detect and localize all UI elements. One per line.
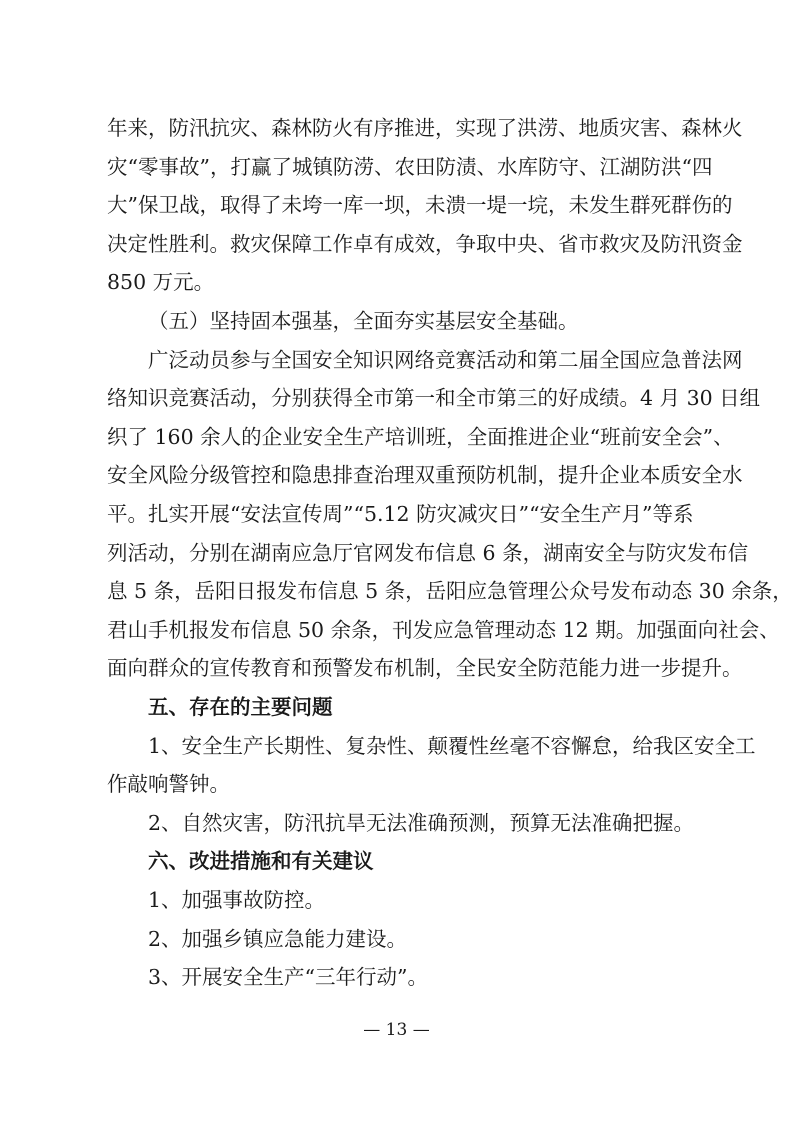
paragraph-line: 织了 160 余人的企业安全生产培训班，全面推进企业“班前安全会”、: [107, 424, 734, 449]
paragraph-line: 年来，防汛抗灾、森林防火有序推进，实现了洪涝、地质灾害、森林火: [107, 116, 743, 140]
paragraph-line: 君山手机报发布信息 50 余条，刊发应急管理动态 12 期。加强面向社会、: [107, 617, 780, 642]
paragraph-line: 络知识竞赛活动，分别获得全市第一和全市第三的好成绩。4 月 30 日组: [107, 386, 761, 411]
paragraph-line: 作敲响警钟。: [107, 772, 230, 797]
paragraph-line: 灾“零事故”，打赢了城镇防涝、农田防渍、水库防守、江湖防洪“四: [107, 154, 713, 179]
paragraph-line: 1、加强事故防控。: [148, 888, 326, 912]
paragraph-line: 安全风险分级管控和隐患排查治理双重预防机制，提升企业本质安全水: [107, 463, 743, 488]
paragraph-line: 面向群众的宣传教育和预警发布机制，全民安全防范能力进一步提升。: [107, 656, 743, 681]
paragraph-line: 3、开展安全生产“三年行动”。: [148, 965, 429, 990]
paragraph-line: 决定性胜利。救灾保障工作卓有成效，争取中央、省市救灾及防汛资金: [107, 231, 743, 256]
page-number: — 13 —: [363, 1020, 430, 1040]
paragraph-line: 广泛动员参与全国安全知识网络竞赛活动和第二届全国应急普法网: [148, 347, 743, 372]
paragraph-line: 1、安全生产长期性、复杂性、颠覆性丝毫不容懈怠，给我区安全工: [148, 733, 756, 758]
section-heading: 六、改进措施和有关建议: [148, 849, 374, 874]
subsection-heading: （五）坚持固本强基，全面夯实基层安全基础。: [148, 309, 579, 333]
paragraph-line: 平。扎实开展“安法宣传周”“5.12 防灾减灾日”“安全生产月”等系: [107, 502, 694, 526]
paragraph-line: 850 万元。: [107, 270, 215, 295]
paragraph-line: 2、加强乡镇应急能力建设。: [148, 926, 408, 951]
paragraph-line: 列活动，分别在湖南应急厅官网发布信息 6 条，湖南安全与防灾发布信: [107, 540, 749, 565]
paragraph-line: 大”保卫战，取得了未垮一库一坝，未溃一堤一垸，未发生群死群伤的: [107, 193, 733, 218]
paragraph-line: 息 5 条，岳阳日报发布信息 5 条，岳阳应急管理公众号发布动态 30 余条，: [107, 579, 793, 604]
paragraph-line: 2、自然灾害，防汛抗旱无法准确预测，预算无法准确把握。: [148, 810, 695, 835]
section-heading: 五、存在的主要问题: [148, 695, 333, 719]
